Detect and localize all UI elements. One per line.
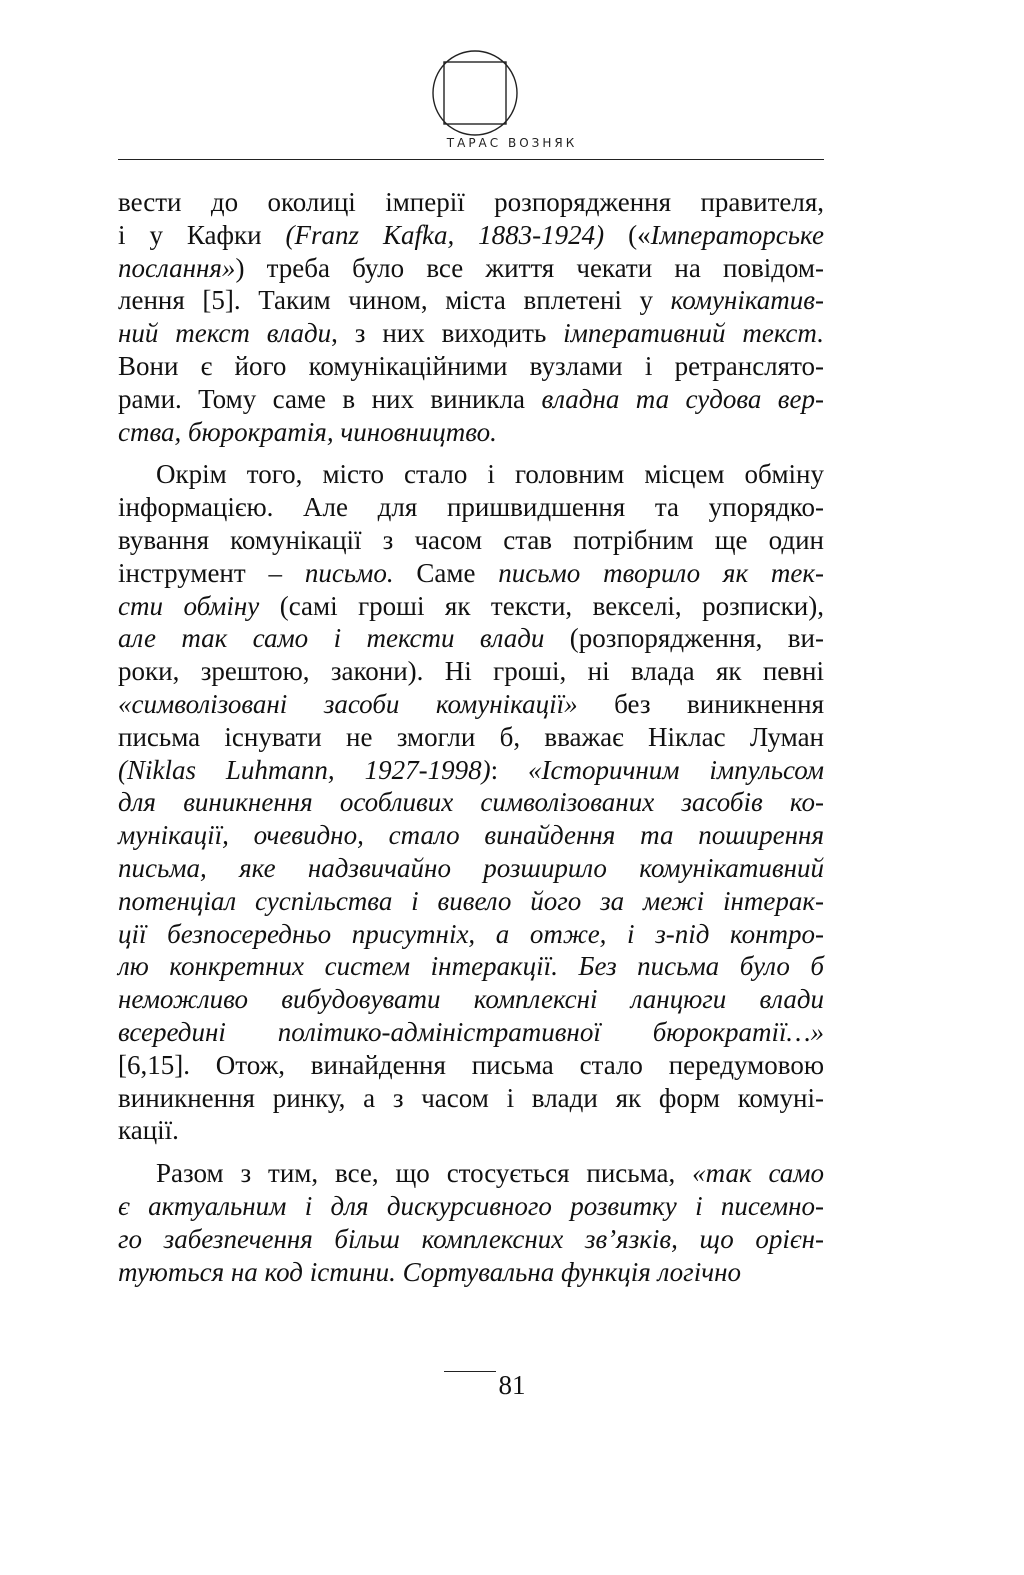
italic-text: імперативний текст. (563, 318, 824, 349)
italic-text: послання» (118, 252, 236, 283)
text-line (118, 491, 824, 524)
text-run: без виникнення (577, 688, 824, 719)
text-run: інформацією. Але для пришвидшення та упорядко- (118, 492, 824, 523)
italic-text: владна та судова вер- (541, 383, 825, 414)
text-run: інструмент – (118, 557, 305, 588)
text-line (118, 458, 824, 491)
italic-text: є актуальним і для дискурсивного розвитку і писемно- (118, 1190, 824, 1221)
italic-text: але так само і тексти влади (118, 623, 545, 654)
text-line (118, 918, 824, 951)
italic-text: лю конкретних систем інтеракції. Без письма було б (118, 951, 824, 982)
text-run: (розпорядження, ви- (544, 623, 824, 654)
italic-text: го забезпечення більш комплексних зв’язків, що орієн- (118, 1223, 824, 1254)
running-header-author: ТАРАС ВОЗНЯК (446, 136, 578, 150)
text-line (118, 1049, 824, 1082)
italic-text: (Franz Kafka, 1883-1924) (285, 219, 605, 250)
text-line (118, 688, 824, 721)
text-line (118, 1016, 824, 1049)
text-line (118, 622, 824, 655)
text-run: [6,15]. Отож, винайдення письма стало передумовою (118, 1049, 824, 1080)
italic-text: для виникнення особливих символізованих засобів ко- (118, 787, 824, 818)
italic-text: туються на код істини. Сортувальна функція логічно (118, 1256, 741, 1287)
text-line (118, 885, 824, 918)
text-line (118, 950, 824, 983)
italic-text: (Niklas Luhmann, 1927-1998) (118, 754, 491, 785)
text-line (118, 416, 824, 449)
text-run: (самі гроші як тексти, векселі, розписки), (259, 590, 824, 621)
italic-text: «Історичним імпульсом (528, 754, 824, 785)
text-line (118, 524, 824, 557)
text-line (118, 754, 824, 787)
italic-text: сти обміну (118, 590, 260, 621)
italic-text: ства, бюрократія, чиновництво. (118, 416, 497, 447)
text-run: вести до околиці імперії розпорядження правителя, (118, 187, 824, 217)
text-run: лення [5]. Таким чином, міста вплетені у (118, 285, 671, 316)
header-rule (118, 159, 824, 160)
text-line (118, 1256, 824, 1289)
page-number: 81 (498, 1370, 526, 1400)
text-run: і у Кафки (118, 219, 286, 250)
italic-text: комунікатив- (670, 285, 824, 316)
text-line (118, 284, 824, 317)
italic-text: письмо. (304, 557, 394, 588)
circle-square-emblem-icon (430, 48, 520, 138)
text-run: Вони є його комунікаційними вузлами і ретранслято- (118, 350, 824, 381)
paragraph-gap (118, 1147, 824, 1157)
italic-text: письма, яке надзвичайно розширило комунікативний (118, 852, 824, 883)
text-line (118, 252, 824, 285)
italic-text: ції безпосередньо присутніх, а отже, і з-під контро- (118, 918, 824, 949)
text-run: Разом з тим, все, що стосується письма, (156, 1158, 693, 1189)
text-line (118, 852, 824, 885)
text-line (118, 590, 824, 623)
text-line (118, 1082, 824, 1115)
text-run: письма існувати не змогли б, вважає Ніклас Луман (118, 721, 824, 752)
italic-text: мунікації, очевидно, стало винайдення та поширення (118, 820, 824, 851)
text-line (118, 1157, 824, 1190)
text-run: вування комунікації з часом став потрібним ще один (118, 524, 824, 555)
text-line (118, 383, 824, 416)
text-line (118, 1114, 824, 1147)
text-run: ) треба було все життя чекати на повідом- (235, 252, 824, 283)
text-line (118, 557, 824, 590)
italic-text: неможливо вибудовувати комплексні ланцюги влади (118, 984, 824, 1015)
italic-text: Імператорське (650, 219, 824, 250)
text-line (118, 786, 824, 819)
italic-text: «так само (692, 1158, 825, 1189)
text-line (118, 186, 824, 219)
text-run: , з них виходить (331, 318, 564, 349)
text-line (118, 819, 824, 852)
paragraph-gap (118, 448, 824, 458)
text-line (118, 317, 824, 350)
text-run: (« (604, 219, 651, 250)
italic-text: ний текст влади (118, 318, 332, 349)
text-line (118, 655, 824, 688)
text-run: кації. (118, 1115, 179, 1146)
text-run: виникнення ринку, а з часом і влади як форм комуні- (118, 1082, 824, 1113)
italic-text: письмо творило як тек- (498, 557, 824, 588)
text-line (118, 721, 824, 754)
text-line (118, 350, 824, 383)
text-line (118, 1190, 824, 1223)
italic-text: потенціал суспільства і вивело його за межі інтерак- (118, 885, 824, 916)
italic-text: всередині політико-адміністративної бюрократії…» (118, 1016, 824, 1047)
text-run: роки, зрештою, закони). Ні гроші, ні влада як певні (118, 656, 824, 687)
text-line (118, 219, 824, 252)
body-text (118, 186, 824, 1288)
italic-text: «символізовані засоби комунікації» (118, 688, 578, 719)
text-run: Саме (393, 557, 499, 588)
text-line (118, 983, 824, 1016)
text-run: рами. Тому саме в них виникла (118, 383, 542, 414)
text-line (118, 1223, 824, 1256)
text-run: Окрім того, місто стало і головним місцем обміну (156, 459, 824, 490)
text-run: : (490, 754, 529, 785)
